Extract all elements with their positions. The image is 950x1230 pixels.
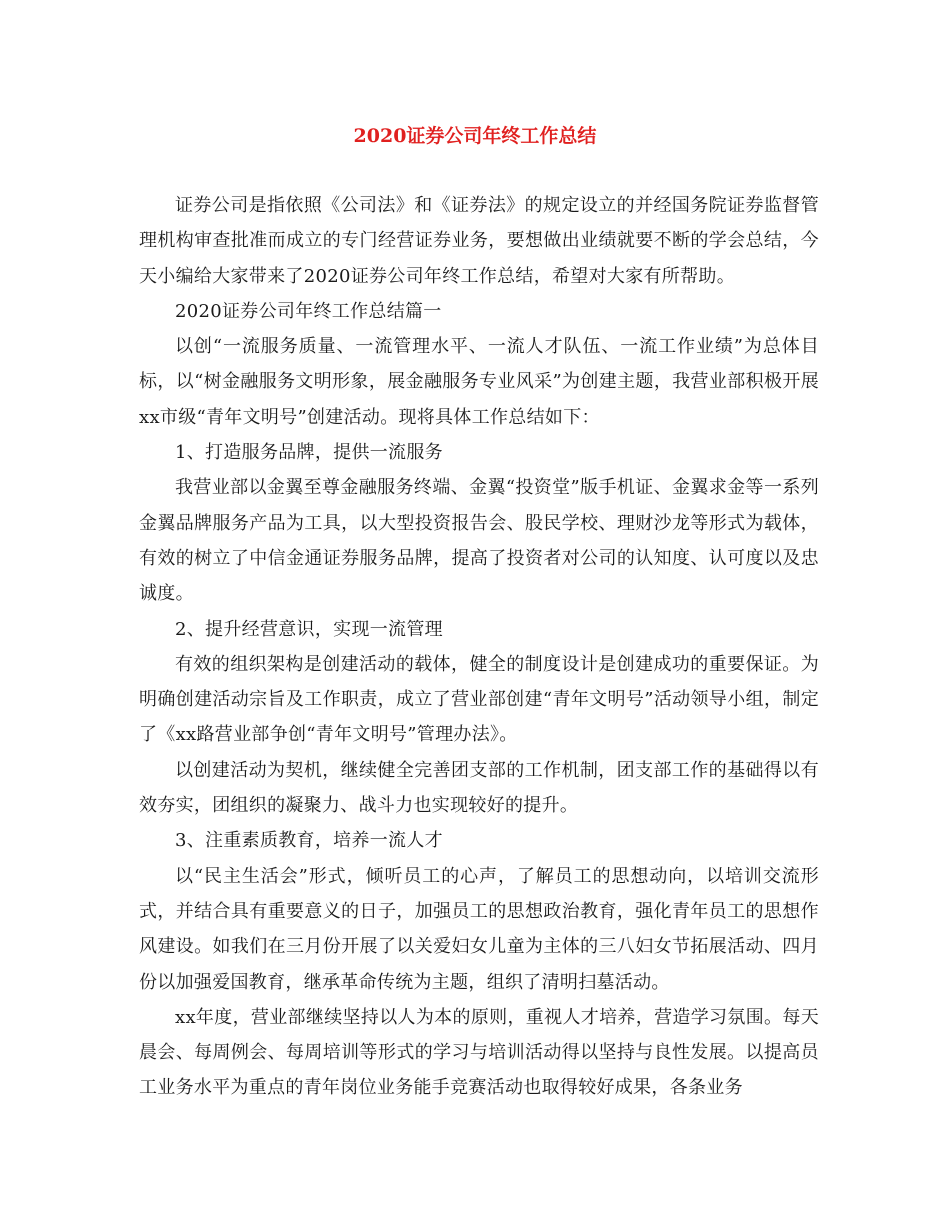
subsection-heading: 1、打造服务品牌，提供一流服务 xyxy=(175,442,443,464)
paragraph-intro: 证券公司是指依照《公司法》和《证券法》的规定设立的并经国务院证券监督管理机构审查批准而成立的专门经营证券业务，要想做出业绩就要不断的学会总结，今天小编给大家带来了2020证券公司年终工作总结，希望对大家有所帮助。 xyxy=(139,195,819,287)
paragraph: 以创“一流服务质量、一流管理水平、一流人才队伍、一流工作业绩”为总体目标，以“树金融服务文明形象，展金融服务专业风采”为创建主题，我营业部积极开展xx市级“青年文明号”创建活动。现将具体工作总结如下： xyxy=(139,336,819,428)
paragraph: xx年度，营业部继续坚持以人为本的原则，重视人才培养，营造学习氛围。每天晨会、每周例会、每周培训等形式的学习与培训活动得以坚持与良性发展。以提高员工业务水平为重点的青年岗位业务能手竞赛活动也取得较好成果，各条业务 xyxy=(139,1006,819,1099)
paragraph: 有效的组织架构是创建活动的载体，健全的制度设计是创建成功的重要保证。为明确创建活动宗旨及工作职责，成立了营业部创建“青年文明号”活动领导小组，制定了《xx路营业部争创“青年文明号”管理办法》。 xyxy=(139,653,819,746)
paragraph: 以创建活动为契机，继续健全完善团支部的工作机制，团支部工作的基础得以有效夯实，团组织的凝聚力、战斗力也实现较好的提升。 xyxy=(139,759,819,817)
document-title: 2020证券公司年终工作总结 xyxy=(353,125,597,147)
document-body xyxy=(139,188,819,1106)
paragraph: 我营业部以金翼至尊金融服务终端、金翼“投资堂”版手机证、金翼求金等一系列金翼品牌服务产品为工具，以大型投资报告会、股民学校、理财沙龙等形式为载体，有效的树立了中信金通证券服务品牌，提高了投资者对公司的认知度、认可度以及忠诚度。 xyxy=(139,477,819,605)
section-heading: 2020证券公司年终工作总结篇一 xyxy=(175,300,442,322)
subsection-heading: 3、注重素质教育，培养一流人才 xyxy=(175,830,443,852)
paragraph: 以“民主生活会”形式，倾听员工的心声，了解员工的思想动向，以培训交流形式，并结合具有重要意义的日子，加强员工的思想政治教育，强化青年员工的思想作风建设。如我们在三月份开展了以关爱妇女儿童为主体的三八妇女节拓展活动、四月份以加强爱国教育，继承革命传统为主题，组织了清明扫墓活动。 xyxy=(139,865,819,993)
subsection-heading: 2、提升经营意识，实现一流管理 xyxy=(175,618,443,640)
